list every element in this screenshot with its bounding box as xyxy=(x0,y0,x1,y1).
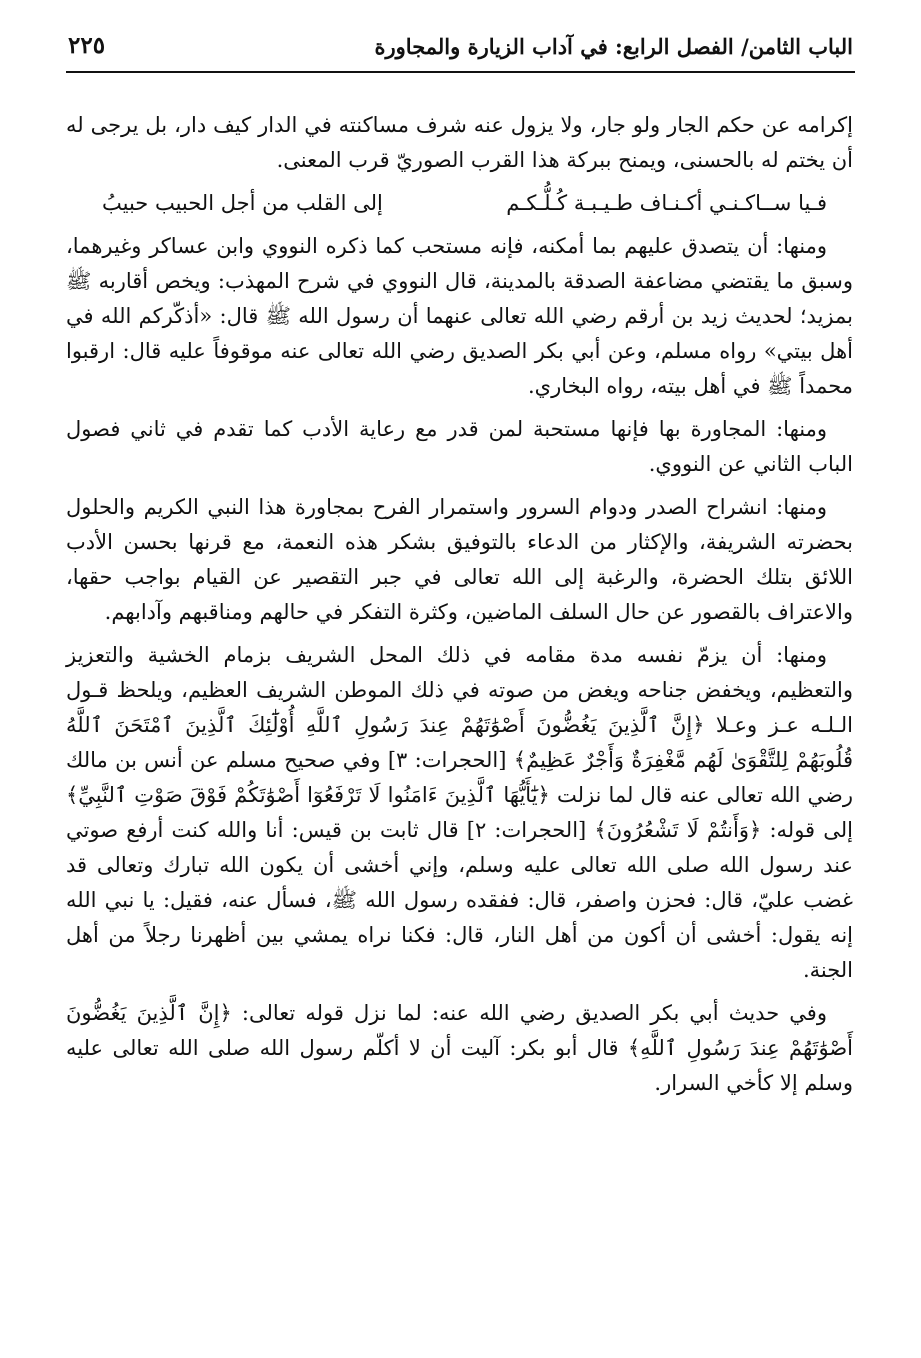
page-number: ٢٢٥ xyxy=(68,32,106,59)
paragraph-4: ومنها: انشراح الصدر ودوام السرور واستمرار الفرح بمجاورة هذا النبي الكريم والحلول بحضرته الشريفة، والإكثار من الدعاء بالتوفيق بشكر هذه النعمة، مع قرنها بحسن الأدب اللائق بتلك الحضرة، والرغبة إلى الله تعالى في جبر التقصير عن القيام بواجب حقها، والاعتراف بالقصور عن حال السلف الماضين، وكثرة التفكر في حالهم ومناقبهم وآدابهم. xyxy=(66,495,853,624)
page-body xyxy=(66,108,853,1109)
paragraph-6: وفي حديث أبي بكر الصديق رضي الله عنه: لما نزل قوله تعالى: ﴿إِنَّ ٱلَّذِينَ يَغُضُّونَ أَصْوَٰتَهُمْ عِندَ رَسُولِ ٱللَّهِ﴾ قال أبو بكر: آليت أن لا أكلّم رسول الله صلى الله تعالى عليه وسلم إلا كأخي السرار. xyxy=(66,1001,853,1095)
page-header xyxy=(68,30,853,70)
running-title: الباب الثامن/ الفصل الرابع: في آداب الزيارة والمجاورة xyxy=(374,34,853,59)
paragraph-5: ومنها: أن يزمّ نفسه مدة مقامه في ذلك المحل الشريف بزمام الخشية والتعزيز والتعظيم، ويخفض جناحه ويغض من صوته في ذلك الموطن الشريف العظيم، ويلحظ قـول الـلـه عـز وعـلا ﴿إِنَّ ٱلَّذِينَ يَغُضُّونَ أَصْوَٰتَهُمْ عِندَ رَسُولِ ٱللَّهِ أُوْلَٰٓئِكَ ٱلَّذِينَ ٱمْتَحَنَ ٱللَّهُ قُلُوبَهُمْ لِلتَّقْوَىٰ لَهُم مَّغْفِرَةٌ وَأَجْرٌ عَظِيمٌ﴾ [الحجرات: ٣] وفي صحيح مسلم عن أنس بن مالك رضي الله تعالى عنه قال لما نزلت ﴿يَٰٓأَيُّهَا ٱلَّذِينَ ءَامَنُوا لَا تَرْفَعُوٓا أَصْوَٰتَكُمْ فَوْقَ صَوْتِ ٱلنَّبِيِّ﴾ إلى قوله: ﴿وَأَنتُمْ لَا تَشْعُرُونَ﴾ [الحجرات: ٢] قال ثابت بن قيس: أنا والله كنت أرفع صوتي عند رسول الله صلى الله تعالى عليه وسلم، وإني أخشى أن يكون الله تبارك وتعالى قد غضب عليّ، قال: فحزن واصفر، قال: ففقده رسول الله ﷺ، فسأل عنه، فقيل: يا نبي الله إنه يقول: أخشى أن أكون من أهل النار، قال: فكنا نراه يمشي بين أظهرنا رجلاً من أهل الجنة. xyxy=(66,643,853,982)
paragraph-3: ومنها: المجاورة بها فإنها مستحبة لمن قدر مع رعاية الأدب كما تقدم في ثاني فصول الباب الثاني عن النووي. xyxy=(66,417,853,476)
poetry-verse xyxy=(66,186,853,221)
verse-hemistich-1: فـيا ســاكـنـي أكـنـاف طـيـبـة كُـلُّـكـم xyxy=(506,191,827,215)
verse-hemistich-2: إلى القلب من أجل الحبيب حبيبُ xyxy=(102,191,383,215)
paragraph-1: إكرامه عن حكم الجار ولو جار، ولا يزول عنه شرف مساكنته في الدار كيف دار، بل يرجى له أن يختم له بالحسنى، ويمنح ببركة هذا القرب الصوريّ قرب المعنى. xyxy=(66,113,853,172)
paragraph-2: ومنها: أن يتصدق عليهم بما أمكنه، فإنه مستحب كما ذكره النووي وابن عساكر وغيرهما، وسبق ما يقتضي مضاعفة الصدقة بالمدينة، قال النووي في شرح المهذب: ويخص أقاربه ﷺ بمزيد؛ لحديث زيد بن أرقم رضي الله تعالى عنهما أن رسول الله ﷺ قال: «أذكّركم الله في أهل بيتي» رواه مسلم، وعن أبي بكر الصديق رضي الله تعالى عنه موقوفاً عليه قال: ارقبوا محمداً ﷺ في أهل بيته، رواه البخاري. xyxy=(66,234,853,398)
header-divider xyxy=(66,71,855,73)
